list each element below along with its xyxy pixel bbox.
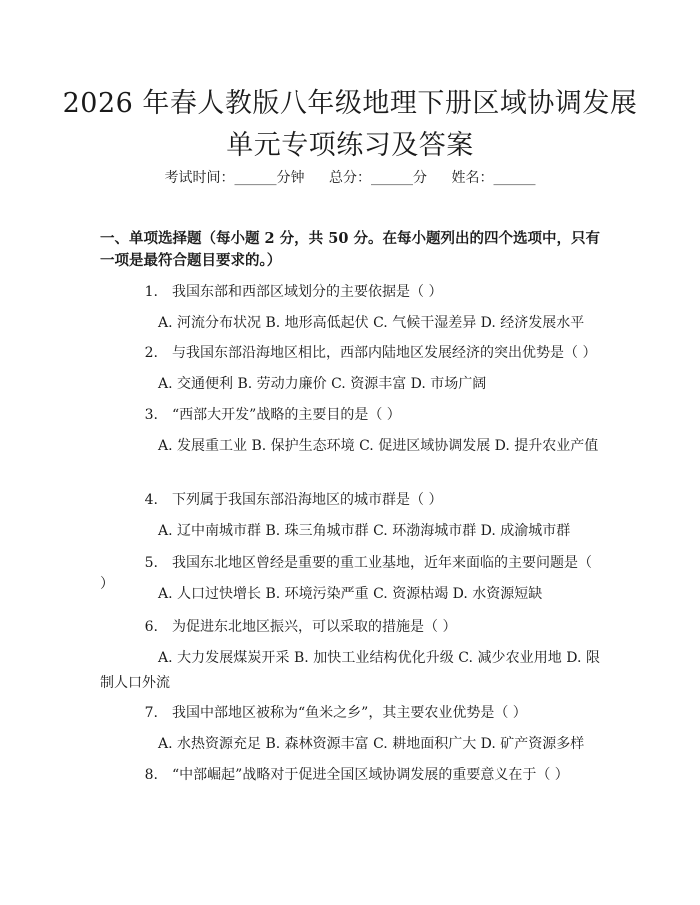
document-title: 2026 年春人教版八年级地理下册区域协调发展单元专项练习及答案 <box>62 88 638 161</box>
question-text: “中部崛起”战略对于促进全国区域协调发展的重要意义在于（ ） <box>172 767 569 783</box>
question-number: 2. <box>144 345 158 361</box>
question-number: 5. <box>144 555 158 571</box>
question-1 <box>100 282 600 303</box>
question-number: 4. <box>144 492 158 508</box>
question-3 <box>100 405 600 426</box>
exam-score: 总分：______分 <box>329 170 427 186</box>
exam-meta <box>0 168 700 188</box>
exam-time: 考试时间：______分钟 <box>164 170 305 186</box>
question-4-options: A. 辽中南城市群 B. 珠三角城市群 C. 环渤海城市群 D. 成渝城市群 <box>158 523 571 539</box>
question-text: 与我国东部沿海地区相比，西部内陆地区发展经济的突出优势是（ ） <box>172 345 597 361</box>
question-7-options: A. 水热资源充足 B. 森林资源丰富 C. 耕地面积广大 D. 矿产资源多样 <box>158 736 585 752</box>
question-3-options: A. 发展重工业 B. 保护生态环境 C. 促进区域协调发展 D. 提升农业产值 <box>158 438 599 454</box>
question-number: 6. <box>144 619 158 635</box>
question-text: 我国中部地区被称为“鱼米之乡”，其主要农业优势是（ ） <box>172 705 527 721</box>
question-6 <box>100 617 600 638</box>
question-number: 8. <box>144 767 158 783</box>
student-name: 姓名：______ <box>451 170 536 186</box>
question-text: “西部大开发”战略的主要目的是（ ） <box>172 407 401 423</box>
question-2 <box>100 343 600 364</box>
question-6-options: A. 大力发展煤炭开采 B. 加快工业结构优化升级 C. 减少农业用地 D. 限制人口外流 <box>100 650 600 691</box>
question-text: 下列属于我国东部沿海地区的城市群是（ ） <box>172 492 443 508</box>
question-5-options: A. 人口过快增长 B. 环境污染严重 C. 资源枯竭 D. 水资源短缺 <box>158 586 543 602</box>
section-heading: 一、单项选择题（每小题 2 分，共 50 分。在每小题列出的四个选项中，只有一项是最符合题目要求的。） <box>100 230 600 269</box>
question-text: 为促进东北地区振兴，可以采取的措施是（ ） <box>172 619 457 635</box>
question-text: 我国东部和西部区域划分的主要依据是（ ） <box>172 284 443 300</box>
question-8 <box>100 765 600 786</box>
question-number: 3. <box>144 407 158 423</box>
question-2-options: A. 交通便利 B. 劳动力廉价 C. 资源丰富 D. 市场广阔 <box>158 376 487 392</box>
question-4 <box>100 490 600 511</box>
question-1-options: A. 河流分布状况 B. 地形高低起伏 C. 气候干湿差异 D. 经济发展水平 <box>158 315 585 331</box>
question-number: 1. <box>144 284 158 300</box>
question-text: 我国东北地区曾经是重要的重工业基地，近年来面临的主要问题是（ ） <box>100 555 592 592</box>
question-number: 7. <box>144 705 158 721</box>
question-7 <box>100 703 600 724</box>
